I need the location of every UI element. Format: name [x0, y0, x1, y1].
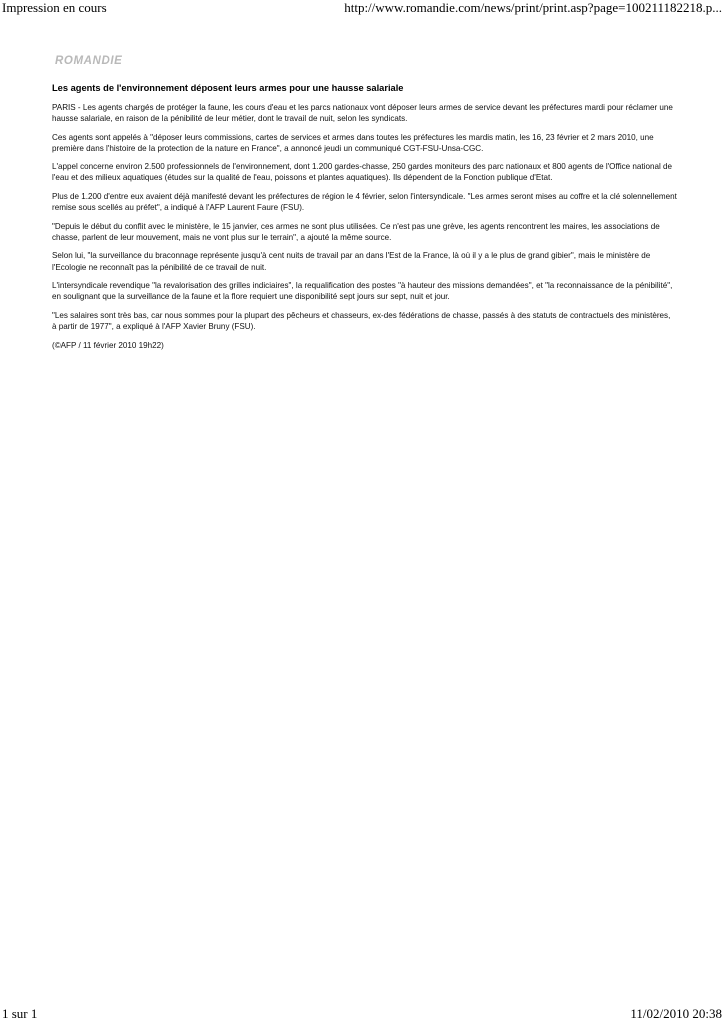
article-paragraph: Plus de 1.200 d'entre eux avaient déjà manifesté devant les préfectures de région le 4 février, selon l'intersyndicale. "Les armes seront mises au coffre et la clé solennellement remise sous scellés au préfet", a indiqué à l'AFP Laurent Faure (FSU). [52, 192, 677, 213]
romandie-logo [54, 52, 136, 68]
article-paragraph: L'appel concerne environ 2.500 professionnels de l'environnement, dont 1.200 gardes-chasse, 250 gardes moniteurs des parc nationaux et 800 agents de l'Office national de l'eau et des milieux aquatiques (études sur la qualité de l'eau, poissons et plantes aquatiques). Ils dépendent de la Fonction publique d'Etat. [52, 162, 673, 183]
print-header-url: http://www.romandie.com/news/print/print.asp?page=100211182218.p... [344, 0, 722, 15]
print-timestamp: 11/02/2010 20:38 [630, 1006, 722, 1021]
article-paragraph: "Depuis le début du conflit avec le ministère, le 15 janvier, ces armes ne sont plus utilisées. Ce n'est pas une grève, les agents rencontrent les maires, les associations de chasse, parlent de leur mouvement, mais ne vont plus sur le terrain", a ajouté la même source. [52, 221, 660, 242]
romandie-logo-text: ROMANDIE [55, 55, 123, 67]
article [52, 82, 677, 358]
romandie-logo-graphic [54, 52, 136, 68]
article-title: Les agents de l'environnement déposent leurs armes pour une hausse salariale [52, 83, 404, 93]
article-paragraph: Ces agents sont appelés à "déposer leurs commissions, cartes de services et armes dans toutes les préfectures les mardis matin, les 16, 23 février et 2 mars 2010, une première dans l'histoire de la protection de la nature en France", a annoncé jeudi un communiqué CGT-FSU-Unsa-CGC. [52, 132, 654, 153]
article-credit: (©AFP / 11 février 2010 19h22) [52, 340, 164, 350]
page-count: 1 sur 1 [2, 1006, 38, 1021]
print-footer [0, 1008, 724, 1024]
article-paragraph: Selon lui, "la surveillance du braconnage représente jusqu'à cent nuits de travail par an dans l'Est de la France, là où il y a le plus de grand gibier", mais le ministère de l'Ecologie ne reconnaît pas la pénibilité de ce travail de nuit. [52, 251, 651, 272]
article-paragraph: L'intersyndicale revendique "la revalorisation des grilles indiciaires", la requalification des postes "à hauteur des missions demandées", et "la reconnaissance de la pénibilité", en soulignant que la surveillance de la faune et la flore requiert une disponibilité sept jours sur sept, nuit et jour. [52, 281, 673, 302]
print-header-title: Impression en cours [2, 0, 107, 15]
article-paragraph: PARIS - Les agents chargés de protéger la faune, les cours d'eau et les parcs nationaux vont déposer leurs armes de service devant les préfectures mardi pour réclamer une hausse salariale, en raison de la pénibilité de leur métier, dont le travail de nuit, selon les syndicats. [52, 103, 673, 124]
print-header [0, 0, 724, 16]
article-paragraph: "Les salaires sont très bas, car nous sommes pour la plupart des pêcheurs et chasseurs, ex-des fédérations de chasse, passés à des statuts de contractuels des ministères, à partir de 1977", a expliqué à l'AFP Xavier Bruny (FSU). [52, 310, 671, 331]
